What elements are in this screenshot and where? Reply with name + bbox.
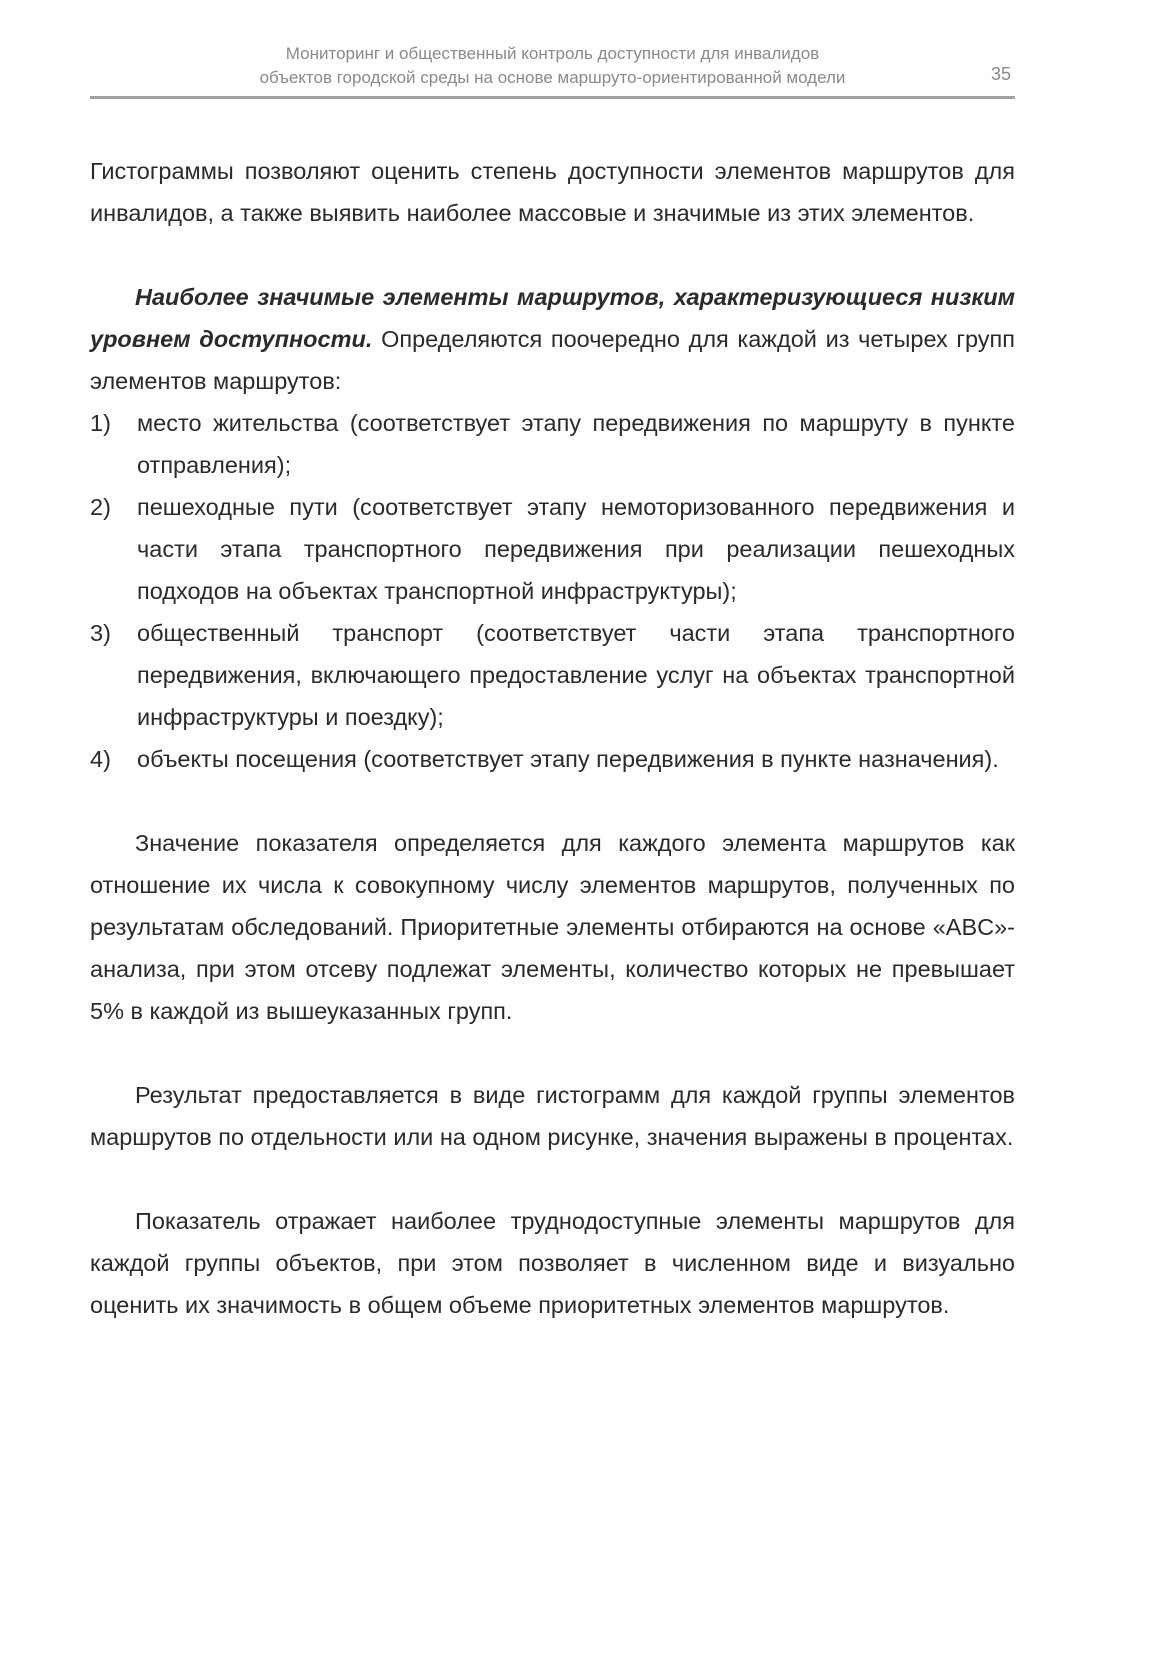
header-title-line-2: объектов городской среды на основе маршруто-ориентированной модели [259, 68, 846, 87]
page-number: 35 [990, 64, 1011, 84]
list-item [90, 402, 1015, 486]
list-item [90, 612, 1015, 738]
paragraph-indicator-meaning: Показатель отражает наиболее труднодоступные элементы маршрутов для каждой группы объектов, при этом позволяет в численном виде и визуально оценить их значимость в общем объеме приоритетных элементов маршрутов. [90, 1208, 1015, 1318]
list-text: место жительства (соответствует этапу передвижения по маршруту в пункте отправления); [137, 410, 1015, 478]
list-number: 2) [90, 494, 111, 520]
list-number: 3) [90, 620, 111, 646]
paragraph-result: Результат предоставляется в виде гистограмм для каждой группы элементов маршрутов по отдельности или на одном рисунке, значения выражены в процентах. [90, 1082, 1015, 1150]
list-item [90, 738, 1015, 780]
list-number: 4) [90, 746, 111, 772]
paragraph-intro: Гистограммы позволяют оценить степень доступности элементов маршрутов для инвалидов, а также выявить наиболее массовые и значимые из этих элементов. [90, 158, 1015, 226]
paragraph-significant-elements [90, 276, 1015, 402]
paragraph-heading: Наиболее значимые элементы маршрутов, характеризующиеся низким уровнем доступности. [90, 284, 1015, 352]
list-item [90, 486, 1015, 612]
list-text: общественный транспорт (соответствует части этапа транспортного передвижения, включающего предоставление услуг на объектах транспортной инфраструктуры и поездку); [137, 620, 1015, 730]
paragraph-text: Определяются поочередно для каждой из четырех групп элементов маршрутов: [90, 326, 1015, 394]
page-body [90, 150, 1015, 1326]
list-text: объекты посещения (соответствует этапу передвижения в пункте назначения). [137, 746, 999, 772]
header-title [90, 42, 1015, 90]
list-number: 1) [90, 410, 111, 436]
list-text: пешеходные пути (соответствует этапу немоторизованного передвижения и части этапа транспортного передвижения при реализации пешеходных подходов на объектах транспортной инфраструктуры); [137, 494, 1015, 604]
paragraph-indicator-value: Значение показателя определяется для каждого элемента маршрутов как отношение их числа к совокупному числу элементов маршрутов, полученных по результатам обследований. Приоритетные элементы отбираются на основе «ABC»-анализа, при этом отсеву подлежат элементы, количество которых не превышает 5% в каждой из вышеуказанных групп. [90, 830, 1015, 1024]
running-header [90, 40, 1015, 99]
header-title-line-1: Мониторинг и общественный контроль доступности для инвалидов [285, 44, 820, 63]
